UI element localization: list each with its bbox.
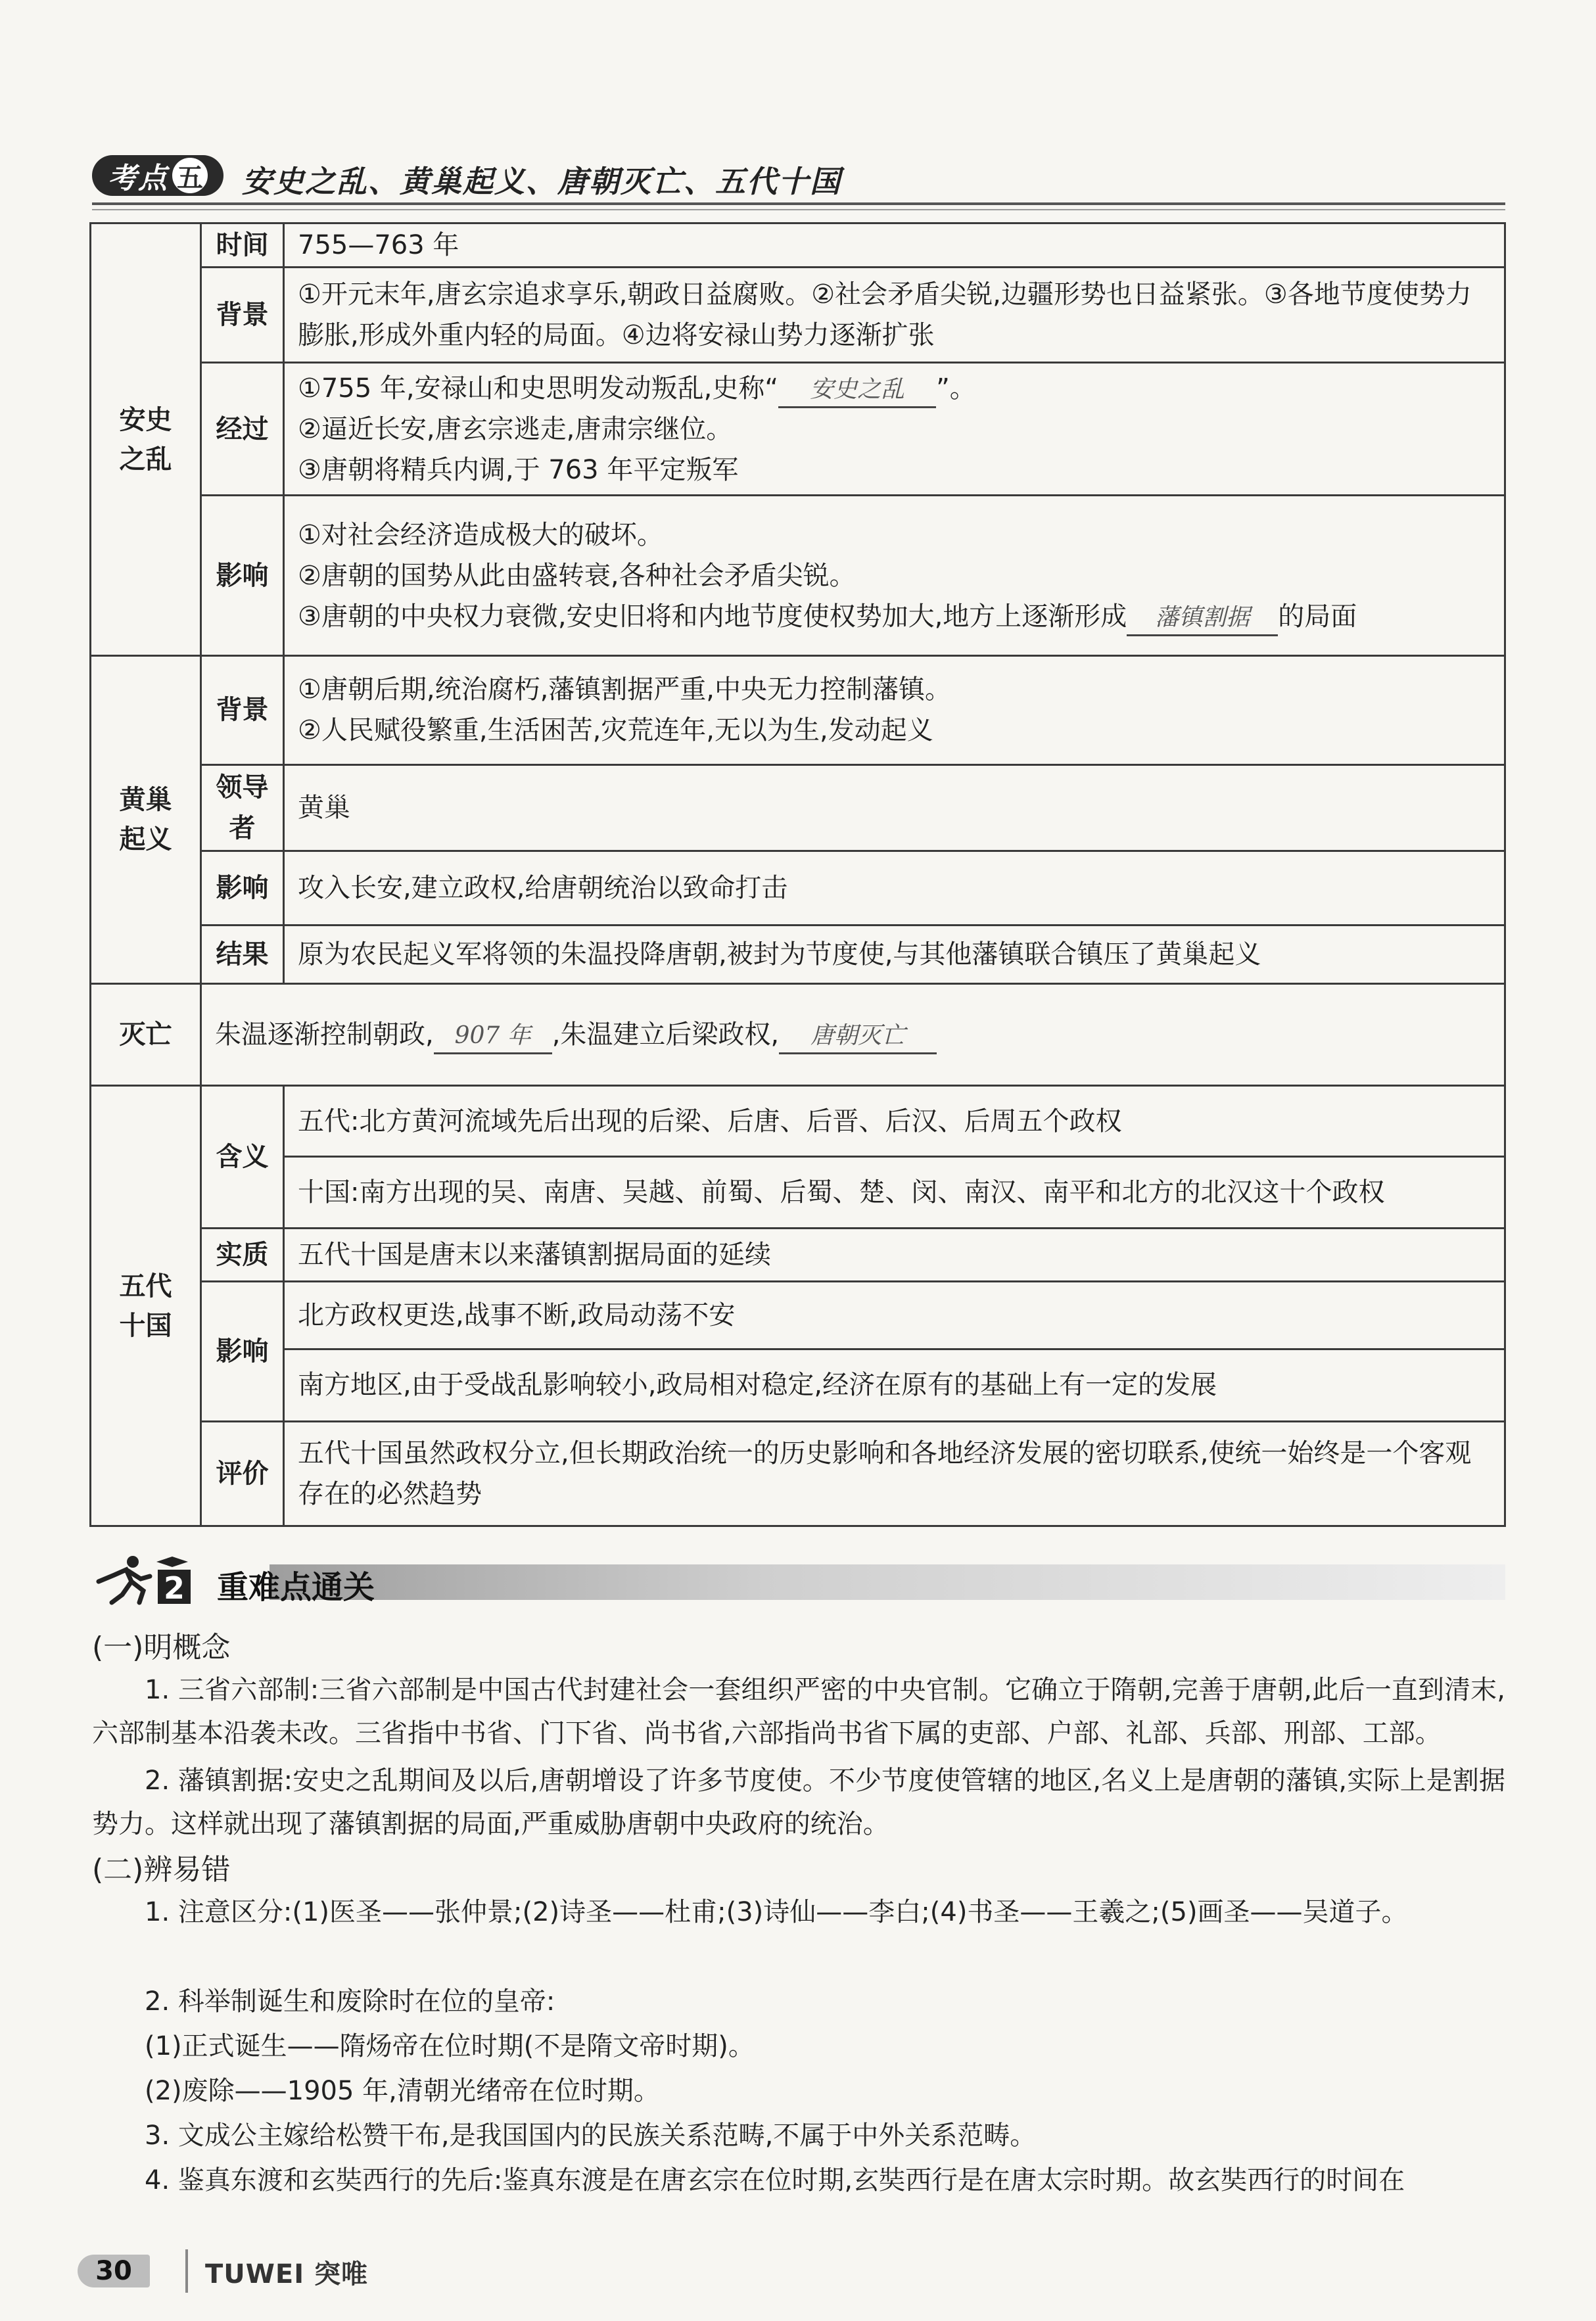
cell-text: 北方政权更迭,战事不断,政局动荡不安 xyxy=(284,1281,1505,1349)
cell-text: ①开元末年,唐玄宗追求享乐,朝政日益腐败。②社会矛盾尖锐,边疆形势也日益紧张。③各地节度使势力膨胀,形成外重内轻的局面。④边将安禄山势力逐渐扩张 xyxy=(284,268,1505,363)
header-title: 安史之乱、黄巢起义、唐朝灭亡、五代十国 xyxy=(242,164,841,199)
aspect-label: 评价 xyxy=(201,1421,284,1526)
aspect-label: 影响 xyxy=(201,496,284,656)
topic-anshi: 安史之乱 xyxy=(91,223,201,656)
table-row xyxy=(91,1281,1505,1349)
cell-text: 五代:北方黄河流域先后出现的后梁、后唐、后晋、后汉、后周五个政权 xyxy=(284,1086,1505,1156)
paragraph-wencheng: 3. 文成公主嫁给松赞干布,是我国国内的民族关系范畴,不属于中外关系范畴。 xyxy=(145,2121,1037,2151)
impact-line-2: ②唐朝的国势从此由盛转衰,各种社会矛盾尖锐。 xyxy=(298,560,856,591)
cell-text: 五代十国虽然政权分立,但长期政治统一的历史影响和各地经济发展的密切联系,使统一始终是一个客观存在的必然趋势 xyxy=(284,1421,1505,1526)
table-row xyxy=(91,984,1505,1086)
table-row xyxy=(91,851,1505,926)
table-row xyxy=(91,1086,1505,1156)
aspect-label: 时间 xyxy=(201,223,284,268)
section-title: 重难点通关 xyxy=(217,1569,375,1606)
cell-text xyxy=(284,496,1505,656)
table-row xyxy=(91,926,1505,984)
course-line-2: ②逼近长安,唐玄宗逃走,唐肃宗继位。 xyxy=(298,413,733,444)
bg-line-2: ②人民赋役繁重,生活困苦,灾荒连年,无以为生,发动起义 xyxy=(298,715,933,746)
paragraph-keju-1: (1)正式诞生——隋炀帝在位时期(不是隋文帝时期)。 xyxy=(145,2031,755,2061)
cell-text: 五代十国是唐末以来藩镇割据局面的延续 xyxy=(284,1229,1505,1282)
section-heading xyxy=(92,1553,1505,1605)
cell-text xyxy=(284,362,1505,496)
aspect-label: 影响 xyxy=(201,1281,284,1421)
aspect-label: 结果 xyxy=(201,926,284,984)
aspect-label: 背景 xyxy=(201,268,284,363)
table-row xyxy=(91,764,1505,851)
table-row xyxy=(91,223,1505,268)
footer-divider xyxy=(185,2249,188,2293)
answer-blank: 安史之乱 xyxy=(778,373,936,408)
aspect-label: 经过 xyxy=(201,362,284,496)
impact-line-1: ①对社会经济造成极大的破坏。 xyxy=(298,519,663,550)
topic-wudai: 五代十国 xyxy=(91,1086,201,1526)
aspect-label: 实质 xyxy=(201,1229,284,1282)
paragraph-jianzhen: 4. 鉴真东渡和玄奘西行的先后:鉴真东渡是在唐玄宗在位时期,玄奘西行是在唐太宗时期。故玄奘西行的时间在 xyxy=(145,2165,1405,2195)
subheading-errors: (二)辨易错 xyxy=(92,1853,231,1887)
course-line-3: ③唐朝将精兵内调,于 763 年平定叛军 xyxy=(298,454,739,485)
knowledge-table xyxy=(89,222,1506,1527)
answer-blank: 907 年 xyxy=(434,1020,552,1054)
header-rule-thin xyxy=(92,209,1505,210)
cell-text: 攻入长安,建立政权,给唐朝统治以致命打击 xyxy=(284,851,1505,926)
topic-badge xyxy=(92,155,223,196)
paragraph-distinguish: 1. 注意区分:(1)医圣——张仲景;(2)诗圣——杜甫;(3)诗仙——李白;(4)书圣——王羲之;(5)画圣——吴道子。 xyxy=(145,1897,1408,1927)
table-row xyxy=(91,1156,1505,1229)
paragraph-fanzhen: 2. 藩镇割据:安史之乱期间及以后,唐朝增设了许多节度使。不少节度使管辖的地区,名义上是唐朝的藩镇,实际上是割据势力。这样就出现了藩镇割据的局面,严重威胁唐朝中央政府的统治。 xyxy=(92,1766,1505,1839)
section-number: 2 xyxy=(163,1570,185,1605)
table-row xyxy=(91,1349,1505,1422)
paragraph-keju-2: (2)废除——1905 年,清朝光绪帝在位时期。 xyxy=(145,2076,660,2106)
header-rule xyxy=(92,202,1505,205)
bg-line-1: ①唐朝后期,统治腐朽,藩镇割据严重,中央无力控制藩镇。 xyxy=(298,674,952,705)
cell-text: 755—763 年 xyxy=(284,223,1505,268)
badge-text: 考点 xyxy=(108,162,168,195)
aspect-label: 含义 xyxy=(201,1086,284,1229)
cell-text: 十国:南方出现的吴、南唐、吴越、前蜀、后蜀、楚、闵、南汉、南平和北方的北汉这十个政权 xyxy=(284,1156,1505,1229)
paragraph-keju: 2. 科举制诞生和废除时在位的皇帝: xyxy=(145,1986,555,2017)
section-bar xyxy=(270,1564,1505,1600)
impact-line-3: ③唐朝的中央权力衰微,安史旧将和内地节度使权势加大,地方上逐渐形成 藩镇割据 的局面 xyxy=(298,596,1492,637)
topic-fall: 灭亡 xyxy=(91,984,201,1086)
cell-text: 南方地区,由于受战乱影响较小,政局相对稳定,经济在原有的基础上有一定的发展 xyxy=(284,1349,1505,1422)
topic-huangchao: 黄巢起义 xyxy=(91,656,201,984)
aspect-label: 影响 xyxy=(201,851,284,926)
page-number: 30 xyxy=(78,2255,150,2287)
footer-brand: TUWEI 突唯 xyxy=(205,2259,369,2289)
badge-number: 五 xyxy=(172,158,208,193)
runner-icon xyxy=(92,1553,197,1605)
page-header xyxy=(92,150,1505,209)
table-row xyxy=(91,496,1505,656)
aspect-label: 背景 xyxy=(201,656,284,764)
table-row xyxy=(91,1421,1505,1526)
table-row xyxy=(91,268,1505,363)
cell-text: 原为农民起义军将领的朱温投降唐朝,被封为节度使,与其他藩镇联合镇压了黄巢起义 xyxy=(284,926,1505,984)
cell-text: 黄巢 xyxy=(284,764,1505,851)
course-line-1: ①755 年,安禄山和史思明发动叛乱,史称“ 安史之乱 ”。 xyxy=(298,368,1492,409)
cell-text xyxy=(284,656,1505,764)
answer-blank: 唐朝灭亡 xyxy=(779,1020,937,1054)
aspect-label: 领导者 xyxy=(201,764,284,851)
cell-text: 朱温逐渐控制朝政, 907 年 ,朱温建立后梁政权, 唐朝灭亡 xyxy=(201,984,1505,1086)
paragraph-sansheng: 1. 三省六部制:三省六部制是中国古代封建社会一套组织严密的中央官制。它确立于隋朝,完善于唐朝,此后一直到清末,六部制基本沿袭未改。三省指中书省、门下省、尚书省,六部指尚书省下属的吏部、户部、礼部、兵部、刑部、工部。 xyxy=(92,1675,1505,1748)
table-row xyxy=(91,362,1505,496)
subheading-concepts: (一)明概念 xyxy=(92,1631,231,1664)
answer-blank: 藩镇割据 xyxy=(1127,601,1278,636)
table-row xyxy=(91,1229,1505,1282)
table-row xyxy=(91,656,1505,764)
